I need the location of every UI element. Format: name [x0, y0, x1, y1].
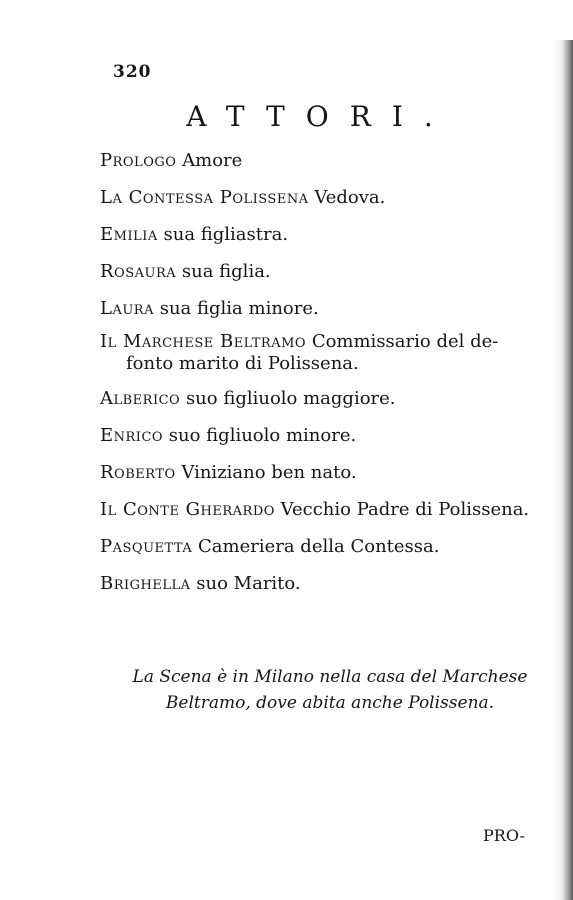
- cast-entry: [100, 495, 545, 525]
- cast-entry: [100, 532, 545, 562]
- character-role: Vedova.: [314, 187, 386, 208]
- page-number: 320: [113, 62, 152, 82]
- cast-entry: [100, 146, 545, 176]
- character-name: Rosaura: [100, 261, 177, 282]
- character-role: Vecchio Padre di Polissena.: [280, 499, 530, 520]
- character-role: suo figliuolo maggiore.: [185, 388, 396, 409]
- character-name: La Contessa Polissena: [100, 187, 309, 208]
- cast-entry: [100, 183, 545, 213]
- character-name: Enrico: [100, 425, 164, 446]
- cast-entry: [100, 257, 545, 287]
- character-role: suo Marito.: [196, 573, 301, 594]
- cast-entry: [100, 294, 545, 324]
- character-name: Brighella: [100, 573, 191, 594]
- character-name: Roberto: [100, 462, 176, 483]
- catchword: PRO-: [483, 826, 525, 845]
- character-name: Emilia: [100, 224, 158, 245]
- character-name: Laura: [100, 298, 154, 319]
- page-edge-shadow: [553, 40, 573, 900]
- cast-entry: [100, 569, 545, 599]
- character-role: Cameriera della Contessa.: [198, 536, 440, 557]
- character-name: Il Conte Gherardo: [100, 499, 275, 520]
- cast-entry: [100, 331, 545, 375]
- character-name: Pasquetta: [100, 536, 193, 557]
- cast-entry: [100, 384, 545, 414]
- character-name: Alberico: [100, 388, 181, 409]
- scene-note: [120, 664, 540, 716]
- cast-entry: [100, 421, 545, 451]
- scene-note-line: La Scena è in Milano nella casa del Marchese: [132, 667, 528, 687]
- cast-entry: [100, 220, 545, 250]
- character-role: sua figlia minore.: [159, 298, 319, 319]
- character-role: Viniziano ben nato.: [181, 462, 357, 483]
- character-role: Amore: [182, 150, 243, 171]
- character-role: suo figliuolo minore.: [168, 425, 357, 446]
- character-role: sua figliastra.: [163, 224, 289, 245]
- character-role-continuation: fonto marito di Polissena.: [126, 353, 359, 374]
- cast-list: [100, 146, 545, 606]
- page-title: ATTORI.: [186, 100, 454, 133]
- character-name: Il Marchese Beltramo: [100, 331, 307, 352]
- cast-entry: [100, 458, 545, 488]
- character-name: Prologo: [100, 150, 177, 171]
- scene-note-line: Beltramo, dove abita anche Polissena.: [165, 693, 495, 713]
- character-role: Commissario del de-: [311, 331, 499, 352]
- character-role: sua figlia.: [181, 261, 271, 282]
